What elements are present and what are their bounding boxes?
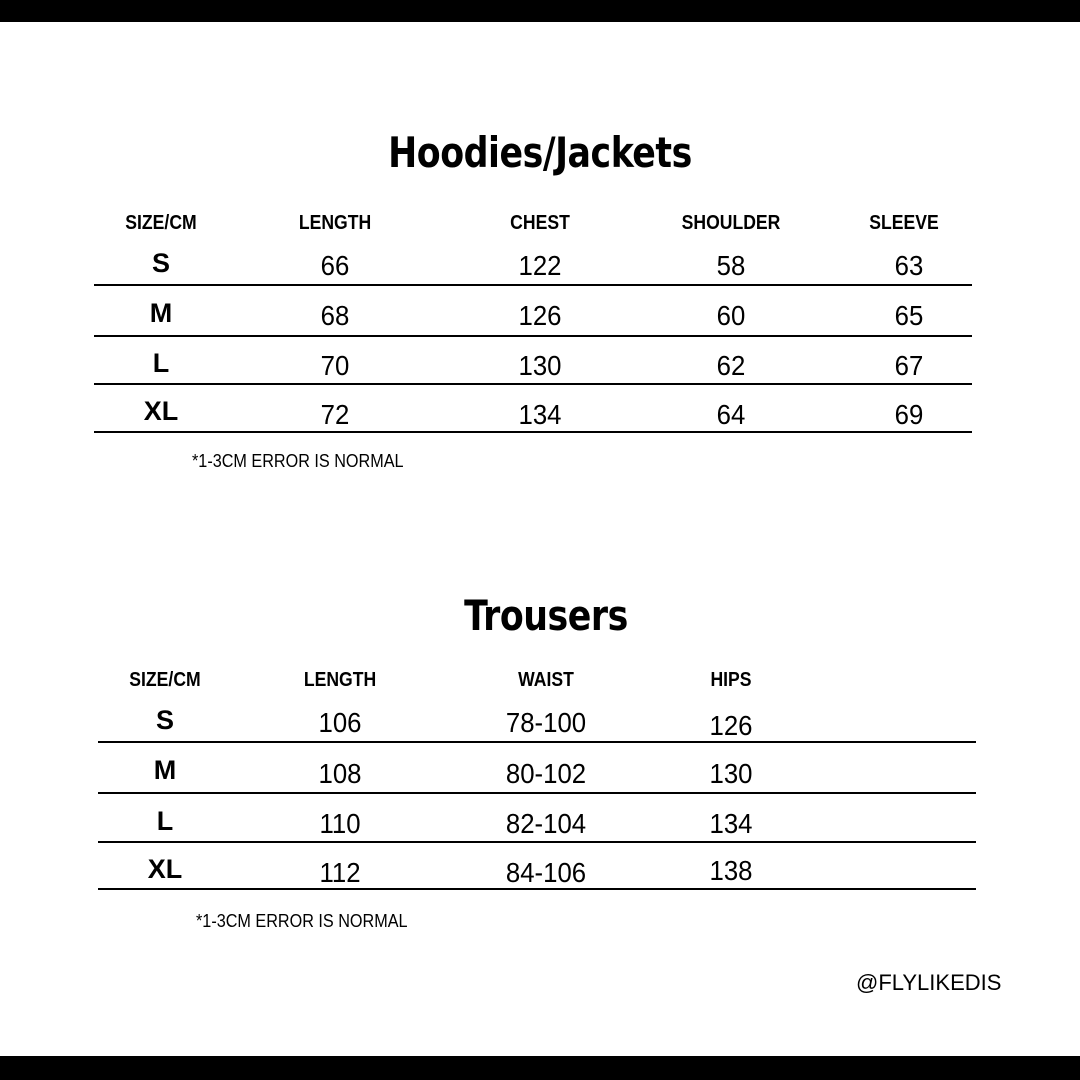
length-value: 72 — [320, 399, 350, 430]
row-divider — [94, 431, 972, 433]
length-value: 68 — [320, 300, 350, 331]
chest-value: 134 — [518, 399, 562, 430]
hips-value: 134 — [709, 808, 753, 839]
hips-value: 130 — [709, 758, 753, 789]
size-label: S — [151, 248, 171, 278]
length-value: 70 — [320, 350, 350, 381]
sleeve-value: 63 — [894, 250, 924, 281]
chest-value: 126 — [518, 300, 562, 331]
waist-value: 82-104 — [505, 808, 587, 839]
hoodies-header-length: LENGTH — [298, 212, 372, 234]
size-label: L — [156, 806, 174, 836]
row-divider — [98, 792, 976, 794]
length-value: 112 — [319, 857, 361, 888]
size-label: XL — [143, 396, 179, 426]
shoulder-value: 62 — [716, 350, 746, 381]
size-label: M — [153, 755, 177, 785]
size-label: XL — [147, 854, 183, 884]
chest-value: 130 — [518, 350, 562, 381]
row-divider — [98, 888, 976, 890]
trousers-error-note: *1-3CM ERROR IS NORMAL — [196, 911, 408, 931]
row-divider — [98, 741, 976, 743]
chest-value: 122 — [518, 250, 562, 281]
size-label: M — [149, 298, 173, 328]
length-value: 108 — [318, 758, 362, 789]
row-divider — [94, 284, 972, 286]
hoodies-title: Hoodies/Jackets — [388, 128, 692, 177]
length-value: 66 — [320, 250, 350, 281]
trousers-title: Trousers — [464, 591, 628, 640]
row-divider — [98, 841, 976, 843]
waist-value: 84-106 — [505, 857, 587, 888]
size-label: S — [155, 705, 175, 735]
shoulder-value: 60 — [716, 300, 746, 331]
sleeve-value: 69 — [894, 399, 924, 430]
hoodies-header-chest: CHEST — [510, 212, 570, 234]
hoodies-header-sleeve: SLEEVE — [869, 212, 939, 234]
hips-value: 126 — [709, 710, 753, 741]
brand-handle: @FLYLIKEDIS — [856, 970, 1002, 995]
trousers-header-size: SIZE/CM — [129, 669, 201, 691]
waist-value: 78-100 — [505, 707, 587, 738]
length-value: 110 — [319, 808, 361, 839]
hips-value: 138 — [709, 855, 753, 886]
bottom-border — [0, 1056, 1080, 1080]
length-value: 106 — [318, 707, 362, 738]
hoodies-header-shoulder: SHOULDER — [681, 212, 781, 234]
sleeve-value: 67 — [894, 350, 924, 381]
top-border — [0, 0, 1080, 22]
trousers-header-hips: HIPS — [710, 669, 752, 691]
trousers-header-length: LENGTH — [303, 669, 377, 691]
trousers-header-waist: WAIST — [518, 669, 574, 691]
shoulder-value: 64 — [716, 399, 746, 430]
sleeve-value: 65 — [894, 300, 924, 331]
waist-value: 80-102 — [505, 758, 587, 789]
size-label: L — [152, 348, 170, 378]
shoulder-value: 58 — [716, 250, 746, 281]
row-divider — [94, 383, 972, 385]
row-divider — [94, 335, 972, 337]
hoodies-error-note: *1-3CM ERROR IS NORMAL — [192, 451, 404, 471]
hoodies-header-size: SIZE/CM — [125, 212, 197, 234]
